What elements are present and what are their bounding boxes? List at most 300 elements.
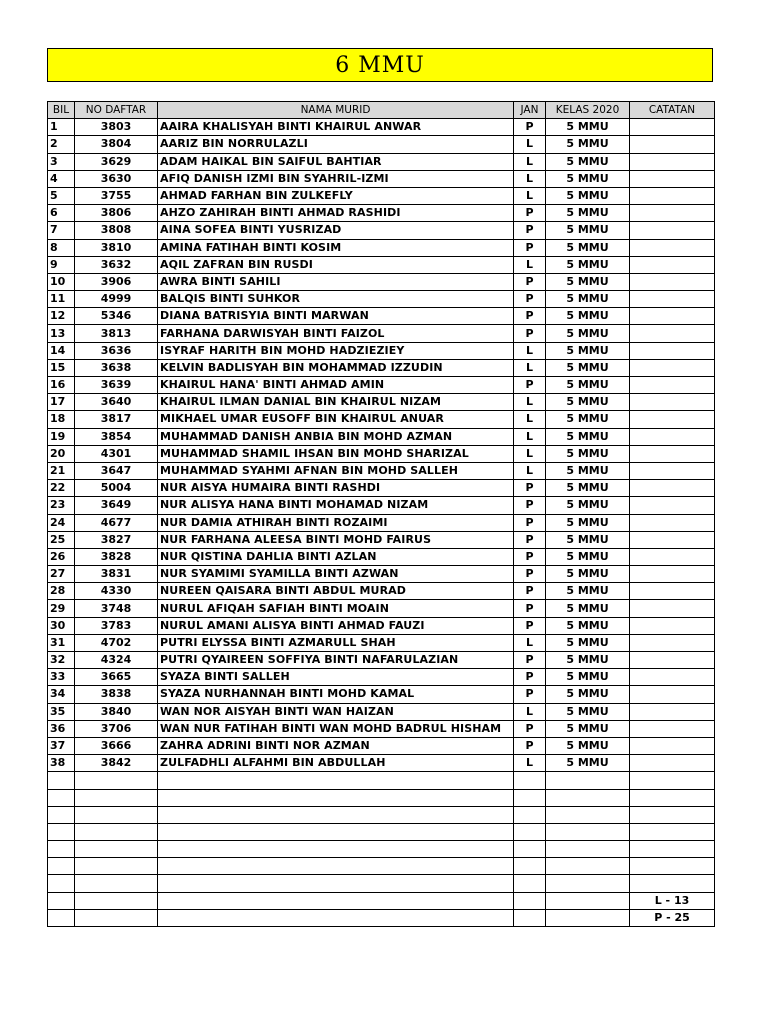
cell-nama-murid: NUR SYAMIMI SYAMILLA BINTI AZWAN xyxy=(158,566,514,583)
cell-kelas: 5 MMU xyxy=(546,652,630,669)
cell-bil: 32 xyxy=(48,652,75,669)
table-row xyxy=(48,823,715,840)
cell-catatan xyxy=(630,273,715,290)
cell-bil: 15 xyxy=(48,359,75,376)
table-row xyxy=(48,634,715,651)
cell-no-daftar xyxy=(75,892,158,909)
table-row xyxy=(48,772,715,789)
cell-no-daftar: 3665 xyxy=(75,669,158,686)
table-row xyxy=(48,669,715,686)
cell-kelas: 5 MMU xyxy=(546,394,630,411)
table-row xyxy=(48,256,715,273)
cell-catatan xyxy=(630,222,715,239)
cell-kelas xyxy=(546,841,630,858)
cell-bil: 21 xyxy=(48,462,75,479)
table-row xyxy=(48,892,715,909)
cell-bil: 26 xyxy=(48,548,75,565)
cell-kelas: 5 MMU xyxy=(546,703,630,720)
cell-nama-murid: KHAIRUL HANA' BINTI AHMAD AMIN xyxy=(158,377,514,394)
cell-jan: P xyxy=(514,119,546,136)
cell-bil: 14 xyxy=(48,342,75,359)
header-catatan: CATATAN xyxy=(630,102,715,119)
cell-bil: 10 xyxy=(48,273,75,290)
cell-jan xyxy=(514,772,546,789)
table-row xyxy=(48,273,715,290)
cell-nama-murid xyxy=(158,823,514,840)
cell-jan: P xyxy=(514,325,546,342)
cell-no-daftar: 4330 xyxy=(75,583,158,600)
cell-catatan xyxy=(630,772,715,789)
cell-no-daftar xyxy=(75,858,158,875)
cell-kelas xyxy=(546,858,630,875)
cell-jan: P xyxy=(514,308,546,325)
cell-jan: P xyxy=(514,239,546,256)
cell-bil: 27 xyxy=(48,566,75,583)
cell-kelas: 5 MMU xyxy=(546,480,630,497)
cell-kelas: 5 MMU xyxy=(546,256,630,273)
cell-jan: L xyxy=(514,634,546,651)
cell-bil: 12 xyxy=(48,308,75,325)
cell-catatan xyxy=(630,377,715,394)
table-body xyxy=(48,119,715,927)
cell-kelas: 5 MMU xyxy=(546,153,630,170)
cell-jan: L xyxy=(514,170,546,187)
cell-jan: L xyxy=(514,411,546,428)
cell-jan: P xyxy=(514,720,546,737)
cell-jan: P xyxy=(514,600,546,617)
cell-bil: 9 xyxy=(48,256,75,273)
cell-no-daftar: 5346 xyxy=(75,308,158,325)
cell-bil xyxy=(48,892,75,909)
cell-kelas: 5 MMU xyxy=(546,737,630,754)
cell-catatan xyxy=(630,394,715,411)
cell-jan: L xyxy=(514,136,546,153)
cell-jan: P xyxy=(514,652,546,669)
cell-kelas: 5 MMU xyxy=(546,720,630,737)
cell-nama-murid xyxy=(158,909,514,926)
cell-catatan xyxy=(630,566,715,583)
cell-jan: L xyxy=(514,462,546,479)
table-row xyxy=(48,411,715,428)
cell-bil: 16 xyxy=(48,377,75,394)
table-row xyxy=(48,205,715,222)
cell-bil: 24 xyxy=(48,514,75,531)
cell-catatan xyxy=(630,789,715,806)
cell-bil: 29 xyxy=(48,600,75,617)
table-row xyxy=(48,600,715,617)
cell-nama-murid: AINA SOFEA BINTI YUSRIZAD xyxy=(158,222,514,239)
cell-no-daftar xyxy=(75,772,158,789)
cell-bil: 8 xyxy=(48,239,75,256)
cell-catatan: L - 13 xyxy=(630,892,715,909)
cell-kelas: 5 MMU xyxy=(546,583,630,600)
cell-bil xyxy=(48,909,75,926)
cell-bil xyxy=(48,823,75,840)
header-kelas-2020: KELAS 2020 xyxy=(546,102,630,119)
cell-nama-murid: MUHAMMAD SHAMIL IHSAN BIN MOHD SHARIZAL xyxy=(158,445,514,462)
cell-bil: 2 xyxy=(48,136,75,153)
page-title: 6 MMU xyxy=(47,48,713,82)
cell-no-daftar: 3831 xyxy=(75,566,158,583)
cell-nama-murid: DIANA BATRISYIA BINTI MARWAN xyxy=(158,308,514,325)
cell-nama-murid xyxy=(158,841,514,858)
table-row xyxy=(48,789,715,806)
cell-jan: P xyxy=(514,737,546,754)
cell-bil: 33 xyxy=(48,669,75,686)
cell-nama-murid: NUR QISTINA DAHLIA BINTI AZLAN xyxy=(158,548,514,565)
cell-no-daftar: 3783 xyxy=(75,617,158,634)
cell-bil: 31 xyxy=(48,634,75,651)
cell-no-daftar xyxy=(75,823,158,840)
cell-nama-murid: NUR AISYA HUMAIRA BINTI RASHDI xyxy=(158,480,514,497)
cell-no-daftar: 4301 xyxy=(75,445,158,462)
cell-catatan xyxy=(630,858,715,875)
cell-jan: P xyxy=(514,497,546,514)
cell-nama-murid xyxy=(158,789,514,806)
cell-jan: L xyxy=(514,428,546,445)
table-row xyxy=(48,720,715,737)
cell-catatan xyxy=(630,531,715,548)
cell-catatan xyxy=(630,308,715,325)
cell-jan: P xyxy=(514,222,546,239)
cell-catatan xyxy=(630,256,715,273)
cell-catatan xyxy=(630,205,715,222)
cell-kelas: 5 MMU xyxy=(546,187,630,204)
cell-jan: P xyxy=(514,669,546,686)
cell-nama-murid xyxy=(158,858,514,875)
cell-nama-murid xyxy=(158,875,514,892)
cell-kelas: 5 MMU xyxy=(546,205,630,222)
cell-no-daftar: 3803 xyxy=(75,119,158,136)
cell-catatan xyxy=(630,583,715,600)
table-row xyxy=(48,686,715,703)
table-row xyxy=(48,428,715,445)
header-no-daftar: NO DAFTAR xyxy=(75,102,158,119)
cell-jan: P xyxy=(514,686,546,703)
table-row xyxy=(48,325,715,342)
cell-nama-murid: WAN NUR FATIHAH BINTI WAN MOHD BADRUL HISHAM xyxy=(158,720,514,737)
cell-bil: 37 xyxy=(48,737,75,754)
cell-kelas: 5 MMU xyxy=(546,136,630,153)
table-row xyxy=(48,737,715,754)
cell-kelas: 5 MMU xyxy=(546,634,630,651)
cell-jan: L xyxy=(514,755,546,772)
cell-kelas xyxy=(546,892,630,909)
cell-bil xyxy=(48,875,75,892)
cell-catatan xyxy=(630,600,715,617)
cell-no-daftar: 3817 xyxy=(75,411,158,428)
cell-nama-murid: FARHANA DARWISYAH BINTI FAIZOL xyxy=(158,325,514,342)
cell-jan: P xyxy=(514,291,546,308)
cell-nama-murid: PUTRI QYAIREEN SOFFIYA BINTI NAFARULAZIAN xyxy=(158,652,514,669)
cell-catatan xyxy=(630,703,715,720)
cell-jan: P xyxy=(514,617,546,634)
cell-no-daftar: 3647 xyxy=(75,462,158,479)
cell-nama-murid: NURUL AMANI ALISYA BINTI AHMAD FAUZI xyxy=(158,617,514,634)
cell-kelas: 5 MMU xyxy=(546,239,630,256)
cell-catatan xyxy=(630,548,715,565)
cell-kelas: 5 MMU xyxy=(546,325,630,342)
table-row xyxy=(48,703,715,720)
table-row xyxy=(48,755,715,772)
cell-no-daftar xyxy=(75,909,158,926)
cell-jan xyxy=(514,892,546,909)
cell-bil: 3 xyxy=(48,153,75,170)
cell-kelas: 5 MMU xyxy=(546,359,630,376)
cell-jan: L xyxy=(514,394,546,411)
cell-jan: L xyxy=(514,187,546,204)
cell-no-daftar: 3755 xyxy=(75,187,158,204)
cell-jan: P xyxy=(514,480,546,497)
cell-bil: 7 xyxy=(48,222,75,239)
cell-kelas: 5 MMU xyxy=(546,445,630,462)
cell-bil: 1 xyxy=(48,119,75,136)
cell-jan xyxy=(514,806,546,823)
cell-kelas: 5 MMU xyxy=(546,669,630,686)
cell-no-daftar: 4999 xyxy=(75,291,158,308)
student-roster-table xyxy=(47,101,715,927)
table-row xyxy=(48,858,715,875)
cell-bil xyxy=(48,772,75,789)
cell-nama-murid: WAN NOR AISYAH BINTI WAN HAIZAN xyxy=(158,703,514,720)
cell-no-daftar: 3630 xyxy=(75,170,158,187)
cell-nama-murid: AHMAD FARHAN BIN ZULKEFLY xyxy=(158,187,514,204)
cell-kelas: 5 MMU xyxy=(546,531,630,548)
cell-jan: P xyxy=(514,531,546,548)
cell-kelas: 5 MMU xyxy=(546,755,630,772)
cell-catatan xyxy=(630,755,715,772)
cell-no-daftar: 3632 xyxy=(75,256,158,273)
cell-jan: P xyxy=(514,514,546,531)
cell-catatan xyxy=(630,806,715,823)
cell-kelas: 5 MMU xyxy=(546,119,630,136)
table-row xyxy=(48,497,715,514)
cell-bil: 28 xyxy=(48,583,75,600)
cell-jan: P xyxy=(514,548,546,565)
cell-bil: 18 xyxy=(48,411,75,428)
table-row xyxy=(48,308,715,325)
cell-jan xyxy=(514,909,546,926)
table-row xyxy=(48,462,715,479)
cell-no-daftar: 3827 xyxy=(75,531,158,548)
cell-no-daftar: 3629 xyxy=(75,153,158,170)
cell-bil: 22 xyxy=(48,480,75,497)
cell-nama-murid: KHAIRUL ILMAN DANIAL BIN KHAIRUL NIZAM xyxy=(158,394,514,411)
cell-catatan xyxy=(630,359,715,376)
cell-no-daftar: 3806 xyxy=(75,205,158,222)
cell-kelas xyxy=(546,823,630,840)
cell-catatan xyxy=(630,239,715,256)
cell-no-daftar: 4702 xyxy=(75,634,158,651)
cell-bil: 13 xyxy=(48,325,75,342)
cell-no-daftar xyxy=(75,875,158,892)
cell-bil: 11 xyxy=(48,291,75,308)
cell-jan: L xyxy=(514,445,546,462)
cell-nama-murid: NUR DAMIA ATHIRAH BINTI ROZAIMI xyxy=(158,514,514,531)
cell-catatan xyxy=(630,480,715,497)
cell-catatan xyxy=(630,153,715,170)
cell-kelas: 5 MMU xyxy=(546,411,630,428)
cell-catatan xyxy=(630,428,715,445)
cell-bil xyxy=(48,806,75,823)
cell-bil: 30 xyxy=(48,617,75,634)
table-row xyxy=(48,652,715,669)
cell-kelas xyxy=(546,909,630,926)
cell-kelas: 5 MMU xyxy=(546,273,630,290)
cell-nama-murid: AMINA FATIHAH BINTI KOSIM xyxy=(158,239,514,256)
cell-no-daftar: 3748 xyxy=(75,600,158,617)
table-row xyxy=(48,445,715,462)
cell-catatan xyxy=(630,652,715,669)
cell-kelas xyxy=(546,875,630,892)
cell-nama-murid: AWRA BINTI SAHILI xyxy=(158,273,514,290)
cell-no-daftar: 3840 xyxy=(75,703,158,720)
cell-nama-murid: AFIQ DANISH IZMI BIN SYAHRIL-IZMI xyxy=(158,170,514,187)
cell-catatan xyxy=(630,737,715,754)
cell-catatan xyxy=(630,514,715,531)
cell-catatan xyxy=(630,686,715,703)
cell-catatan xyxy=(630,875,715,892)
cell-no-daftar: 3804 xyxy=(75,136,158,153)
cell-jan xyxy=(514,875,546,892)
cell-nama-murid: NUR FARHANA ALEESA BINTI MOHD FAIRUS xyxy=(158,531,514,548)
cell-nama-murid: AHZO ZAHIRAH BINTI AHMAD RASHIDI xyxy=(158,205,514,222)
cell-kelas: 5 MMU xyxy=(546,566,630,583)
cell-nama-murid: SYAZA BINTI SALLEH xyxy=(158,669,514,686)
table-row xyxy=(48,566,715,583)
cell-kelas: 5 MMU xyxy=(546,291,630,308)
table-row xyxy=(48,187,715,204)
header-jan: JAN xyxy=(514,102,546,119)
cell-catatan xyxy=(630,841,715,858)
cell-bil: 5 xyxy=(48,187,75,204)
table-row xyxy=(48,153,715,170)
table-row xyxy=(48,239,715,256)
cell-catatan xyxy=(630,634,715,651)
cell-bil: 4 xyxy=(48,170,75,187)
cell-jan xyxy=(514,789,546,806)
cell-jan: P xyxy=(514,566,546,583)
cell-nama-murid: BALQIS BINTI SUHKOR xyxy=(158,291,514,308)
cell-nama-murid: AARIZ BIN NORRULAZLI xyxy=(158,136,514,153)
cell-catatan xyxy=(630,136,715,153)
cell-catatan xyxy=(630,342,715,359)
header-nama-murid: NAMA MURID xyxy=(158,102,514,119)
cell-no-daftar: 3640 xyxy=(75,394,158,411)
cell-no-daftar: 5004 xyxy=(75,480,158,497)
table-row xyxy=(48,841,715,858)
cell-bil: 20 xyxy=(48,445,75,462)
cell-kelas: 5 MMU xyxy=(546,548,630,565)
cell-no-daftar: 3810 xyxy=(75,239,158,256)
cell-nama-murid: ADAM HAIKAL BIN SAIFUL BAHTIAR xyxy=(158,153,514,170)
cell-no-daftar: 3636 xyxy=(75,342,158,359)
table-row xyxy=(48,394,715,411)
cell-jan: P xyxy=(514,205,546,222)
cell-kelas: 5 MMU xyxy=(546,308,630,325)
cell-nama-murid: MIKHAEL UMAR EUSOFF BIN KHAIRUL ANUAR xyxy=(158,411,514,428)
cell-catatan: P - 25 xyxy=(630,909,715,926)
cell-no-daftar: 3666 xyxy=(75,737,158,754)
cell-jan: L xyxy=(514,342,546,359)
table-row xyxy=(48,291,715,308)
cell-kelas: 5 MMU xyxy=(546,617,630,634)
cell-jan: L xyxy=(514,153,546,170)
cell-nama-murid: ZULFADHLI ALFAHMI BIN ABDULLAH xyxy=(158,755,514,772)
table-row xyxy=(48,548,715,565)
cell-kelas: 5 MMU xyxy=(546,514,630,531)
cell-nama-murid: AAIRA KHALISYAH BINTI KHAIRUL ANWAR xyxy=(158,119,514,136)
cell-kelas: 5 MMU xyxy=(546,377,630,394)
cell-kelas xyxy=(546,789,630,806)
cell-bil: 36 xyxy=(48,720,75,737)
cell-catatan xyxy=(630,119,715,136)
cell-nama-murid: SYAZA NURHANNAH BINTI MOHD KAMAL xyxy=(158,686,514,703)
cell-catatan xyxy=(630,669,715,686)
header-bil: BIL xyxy=(48,102,75,119)
cell-kelas: 5 MMU xyxy=(546,600,630,617)
cell-kelas: 5 MMU xyxy=(546,342,630,359)
cell-jan: L xyxy=(514,256,546,273)
table-row xyxy=(48,377,715,394)
table-row xyxy=(48,480,715,497)
table-header-row xyxy=(48,102,715,119)
cell-no-daftar: 3828 xyxy=(75,548,158,565)
table-row xyxy=(48,875,715,892)
cell-catatan xyxy=(630,325,715,342)
cell-bil: 19 xyxy=(48,428,75,445)
cell-no-daftar: 3842 xyxy=(75,755,158,772)
table-row xyxy=(48,136,715,153)
cell-nama-murid xyxy=(158,772,514,789)
cell-jan xyxy=(514,858,546,875)
cell-bil xyxy=(48,841,75,858)
cell-no-daftar: 3706 xyxy=(75,720,158,737)
cell-bil xyxy=(48,789,75,806)
cell-jan xyxy=(514,823,546,840)
cell-no-daftar: 3854 xyxy=(75,428,158,445)
cell-no-daftar: 3838 xyxy=(75,686,158,703)
cell-catatan xyxy=(630,497,715,514)
cell-no-daftar xyxy=(75,806,158,823)
cell-no-daftar xyxy=(75,789,158,806)
cell-bil: 35 xyxy=(48,703,75,720)
cell-kelas xyxy=(546,772,630,789)
cell-nama-murid: MUHAMMAD DANISH ANBIA BIN MOHD AZMAN xyxy=(158,428,514,445)
cell-catatan xyxy=(630,617,715,634)
cell-no-daftar: 3639 xyxy=(75,377,158,394)
cell-nama-murid: NUR ALISYA HANA BINTI MOHAMAD NIZAM xyxy=(158,497,514,514)
cell-no-daftar: 3638 xyxy=(75,359,158,376)
cell-catatan xyxy=(630,462,715,479)
cell-no-daftar: 3649 xyxy=(75,497,158,514)
table-row xyxy=(48,514,715,531)
cell-jan: P xyxy=(514,377,546,394)
cell-nama-murid xyxy=(158,892,514,909)
cell-kelas: 5 MMU xyxy=(546,462,630,479)
cell-catatan xyxy=(630,291,715,308)
table-row xyxy=(48,342,715,359)
cell-kelas: 5 MMU xyxy=(546,686,630,703)
cell-nama-murid: ZAHRA ADRINI BINTI NOR AZMAN xyxy=(158,737,514,754)
cell-catatan xyxy=(630,170,715,187)
table-row xyxy=(48,583,715,600)
cell-no-daftar: 4677 xyxy=(75,514,158,531)
cell-no-daftar: 3813 xyxy=(75,325,158,342)
cell-jan: P xyxy=(514,583,546,600)
cell-jan: L xyxy=(514,703,546,720)
cell-nama-murid: KELVIN BADLISYAH BIN MOHAMMAD IZZUDIN xyxy=(158,359,514,376)
